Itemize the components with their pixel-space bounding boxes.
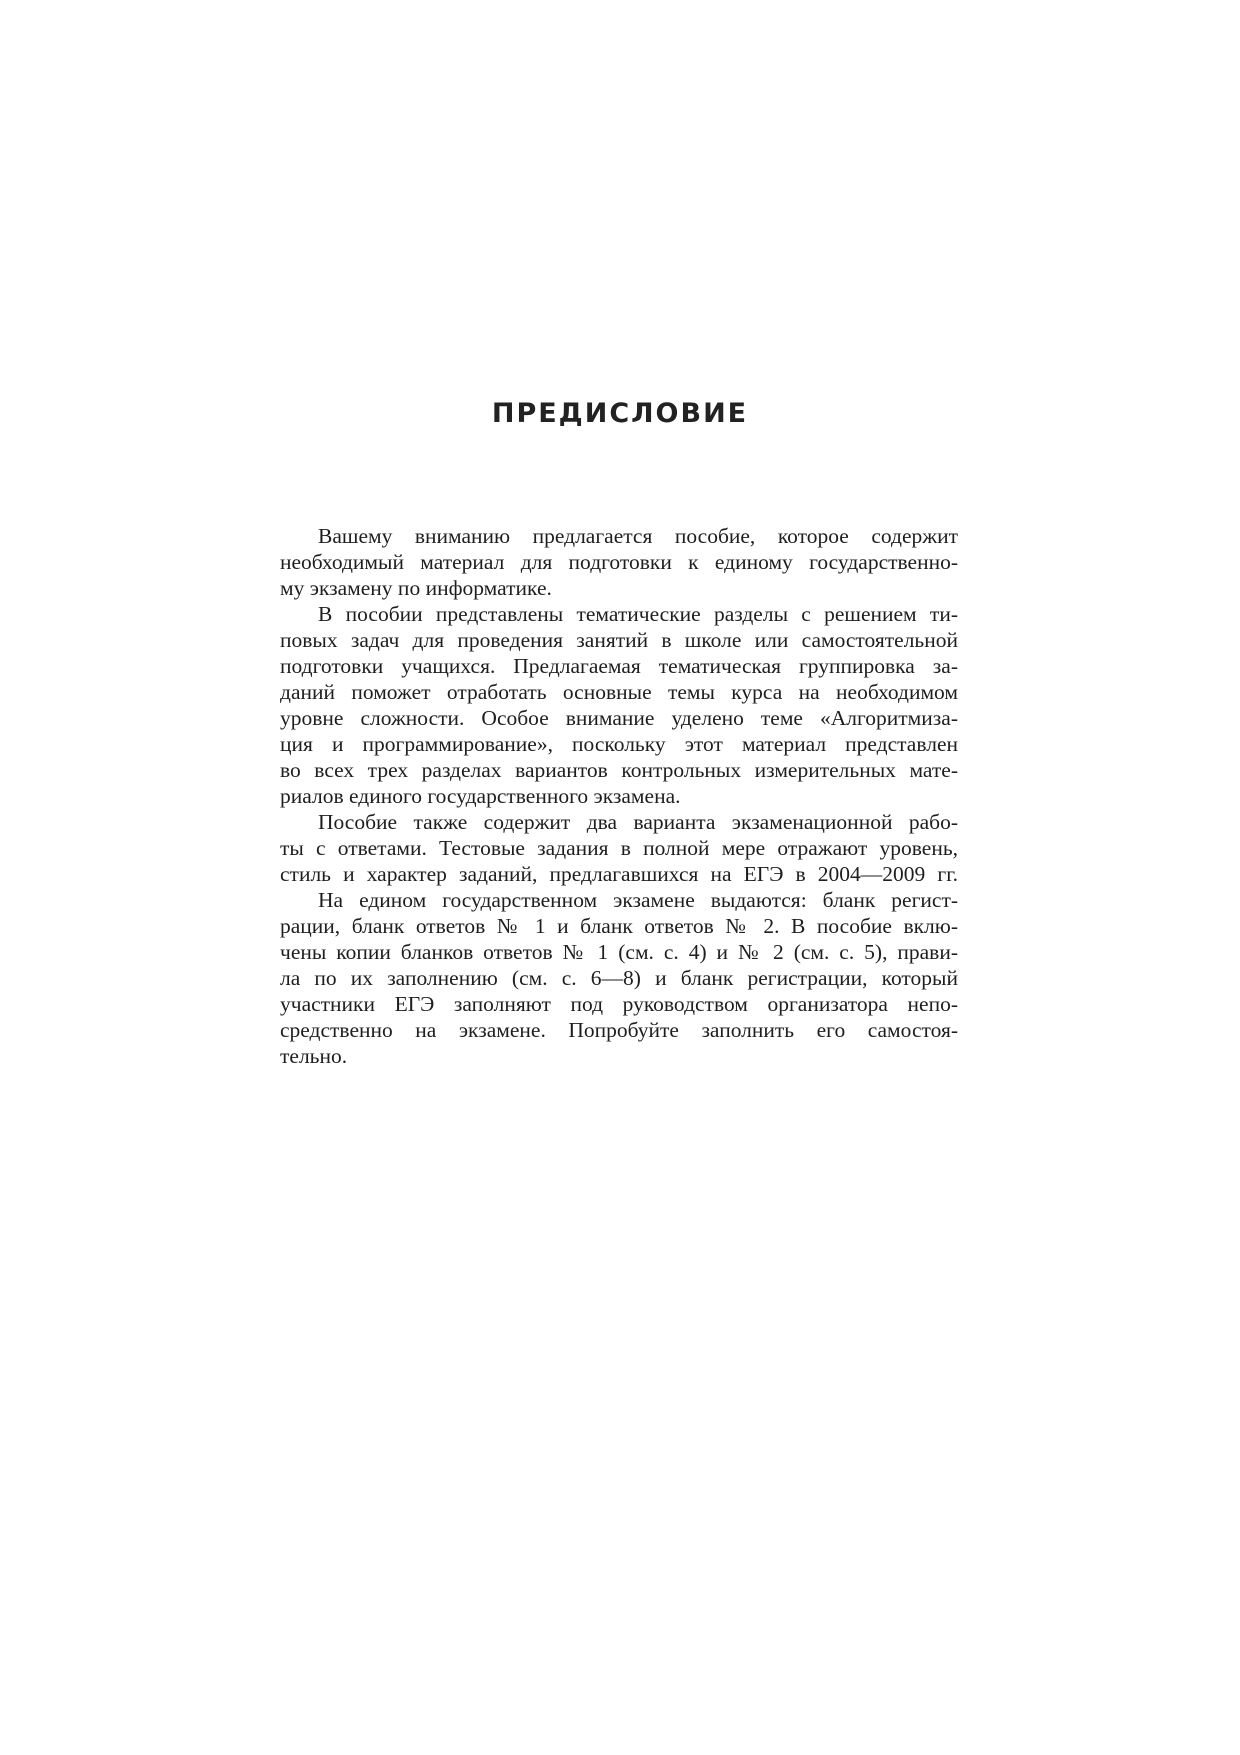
preface-body (280, 523, 958, 1069)
paragraph (280, 887, 958, 1069)
text-line: во всех трех разделах вариантов контрольных измерительных мате- (280, 758, 958, 782)
text-line: повых задач для проведения занятий в школе или самостоятельной (280, 628, 958, 652)
paragraph (280, 809, 958, 887)
text-line: риалов единого государственного экзамена. (280, 784, 681, 808)
paragraph (280, 601, 958, 809)
text-line: му экзамену по информатике. (280, 576, 552, 600)
paragraph (280, 523, 958, 601)
text-line: подготовки учащихся. Предлагаемая тематическая группировка за- (280, 654, 958, 678)
text-line: необходимый материал для подготовки к единому государственно- (280, 550, 958, 574)
text-line: уровне сложности. Особое внимание уделено теме «Алгоритмиза- (280, 706, 958, 730)
text-line: рации, бланк ответов № 1 и бланк ответов № 2. В пособие вклю- (280, 914, 958, 938)
text-line: тельно. (280, 1044, 348, 1068)
text-line: В пособии представлены тематические разделы с решением ти- (318, 602, 958, 626)
text-line: чены копии бланков ответов № 1 (см. с. 4) и № 2 (см. с. 5), прави- (280, 940, 958, 964)
text-line: участники ЕГЭ заполняют под руководством организатора непо- (280, 992, 958, 1016)
text-line: ла по их заполнению (см. с. 6—8) и бланк регистрации, который (280, 966, 958, 990)
page-title: ПРЕДИСЛОВИЕ (491, 398, 749, 429)
text-line: даний поможет отработать основные темы курса на необходимом (280, 680, 958, 704)
text-line: ты с ответами. Тестовые задания в полной мере отражают уровень, (280, 836, 958, 860)
text-line: средственно на экзамене. Попробуйте заполнить его самостоя- (280, 1018, 958, 1042)
text-line: Пособие также содержит два варианта экзаменационной рабо- (318, 810, 958, 834)
text-line: ция и программирование», поскольку этот материал представлен (280, 732, 958, 756)
text-line: Вашему вниманию предлагается пособие, которое содержит (318, 524, 958, 548)
text-line: стиль и характер заданий, предлагавшихся на ЕГЭ в 2004—2009 гг. (280, 862, 958, 886)
text-line: На едином государственном экзамене выдаются: бланк регист- (318, 888, 958, 912)
